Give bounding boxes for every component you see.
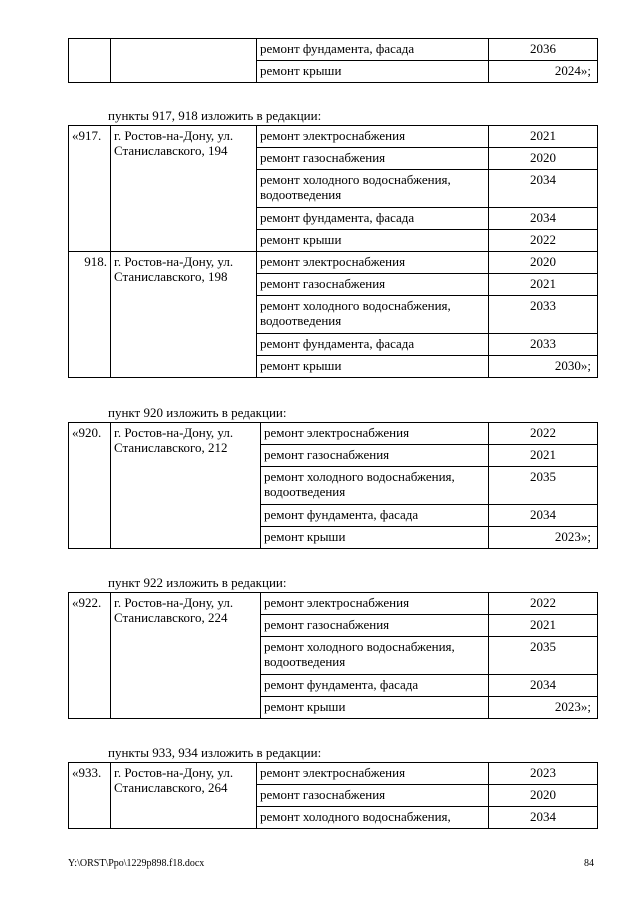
work-cell: ремонт крыши — [257, 356, 489, 378]
year-cell: 2020 — [489, 148, 598, 170]
work-cell: ремонт газоснабжения — [257, 148, 489, 170]
work-cell: ремонт крыши — [261, 527, 489, 549]
num-cell — [69, 39, 111, 83]
year-cell: 2024»; — [489, 61, 598, 83]
address-cell: г. Ростов-на-Дону, ул. Станиславского, 212 — [111, 423, 261, 549]
year-cell: 2034 — [489, 675, 598, 697]
year-cell: 2033 — [489, 334, 598, 356]
year-cell: 2020 — [489, 785, 598, 807]
work-cell: ремонт фундамента, фасада — [257, 208, 489, 230]
work-cell: ремонт фундамента, фасада — [261, 675, 489, 697]
work-cell: ремонт холодного водоснабжения, водоотведения — [261, 467, 489, 505]
num-cell: «917. — [69, 126, 111, 252]
year-cell: 2035 — [489, 637, 598, 675]
year-cell: 2034 — [489, 505, 598, 527]
year-cell: 2034 — [489, 170, 598, 208]
work-cell: ремонт электроснабжения — [257, 252, 489, 274]
item-920-table — [68, 422, 598, 549]
work-cell: ремонт фундамента, фасада — [257, 334, 489, 356]
year-cell: 2023 — [489, 763, 598, 785]
work-cell: ремонт электроснабжения — [261, 593, 489, 615]
section-heading: пункт 922 изложить в редакции: — [108, 575, 287, 590]
work-cell: ремонт газоснабжения — [261, 445, 489, 467]
year-cell: 2033 — [489, 296, 598, 334]
year-cell: 2021 — [489, 126, 598, 148]
address-cell: г. Ростов-на-Дону, ул. Станиславского, 198 — [111, 252, 257, 378]
items-917-918-table — [68, 125, 598, 378]
work-cell: ремонт газоснабжения — [261, 615, 489, 637]
address-cell: г. Ростов-на-Дону, ул. Станиславского, 194 — [111, 126, 257, 252]
year-cell: 2035 — [489, 467, 598, 505]
year-cell: 2022 — [489, 423, 598, 445]
section-heading: пункты 933, 934 изложить в редакции: — [108, 745, 322, 760]
year-cell: 2023»; — [489, 697, 598, 719]
work-cell: ремонт фундамента, фасада — [257, 39, 489, 61]
year-cell: 2022 — [489, 230, 598, 252]
item-922-table — [68, 592, 598, 719]
work-cell: ремонт крыши — [261, 697, 489, 719]
work-cell: ремонт холодного водоснабжения, водоотведения — [261, 637, 489, 675]
work-cell: ремонт крыши — [257, 230, 489, 252]
num-cell: «933. — [69, 763, 111, 829]
year-cell: 2021 — [489, 445, 598, 467]
section-heading: пункт 920 изложить в редакции: — [108, 405, 287, 420]
work-cell: ремонт фундамента, фасада — [261, 505, 489, 527]
footer-page-number: 84 — [584, 858, 594, 869]
year-cell: 2030»; — [489, 356, 598, 378]
year-cell: 2036 — [489, 39, 598, 61]
year-cell: 2022 — [489, 593, 598, 615]
items-933-934-table — [68, 762, 598, 829]
continuation-table — [68, 38, 598, 83]
year-cell: 2034 — [489, 208, 598, 230]
address-cell: г. Ростов-на-Дону, ул. Станиславского, 224 — [111, 593, 261, 719]
work-cell: ремонт холодного водоснабжения, водоотведения — [257, 170, 489, 208]
year-cell: 2021 — [489, 615, 598, 637]
work-cell: ремонт электроснабжения — [257, 763, 489, 785]
num-cell: «922. — [69, 593, 111, 719]
work-cell: ремонт газоснабжения — [257, 785, 489, 807]
num-cell: 918. — [69, 252, 111, 378]
year-cell: 2023»; — [489, 527, 598, 549]
year-cell: 2021 — [489, 274, 598, 296]
num-cell: «920. — [69, 423, 111, 549]
work-cell: ремонт газоснабжения — [257, 274, 489, 296]
year-cell: 2034 — [489, 807, 598, 829]
work-cell: ремонт электроснабжения — [261, 423, 489, 445]
section-heading: пункты 917, 918 изложить в редакции: — [108, 108, 322, 123]
work-cell: ремонт холодного водоснабжения, водоотведения — [257, 296, 489, 334]
footer-file-path: Y:\ORST\Ppo\1229p898.f18.docx — [68, 858, 205, 869]
work-cell: ремонт крыши — [257, 61, 489, 83]
work-cell: ремонт электроснабжения — [257, 126, 489, 148]
work-cell: ремонт холодного водоснабжения, — [257, 807, 489, 829]
address-cell — [111, 39, 257, 83]
address-cell: г. Ростов-на-Дону, ул. Станиславского, 264 — [111, 763, 257, 829]
year-cell: 2020 — [489, 252, 598, 274]
